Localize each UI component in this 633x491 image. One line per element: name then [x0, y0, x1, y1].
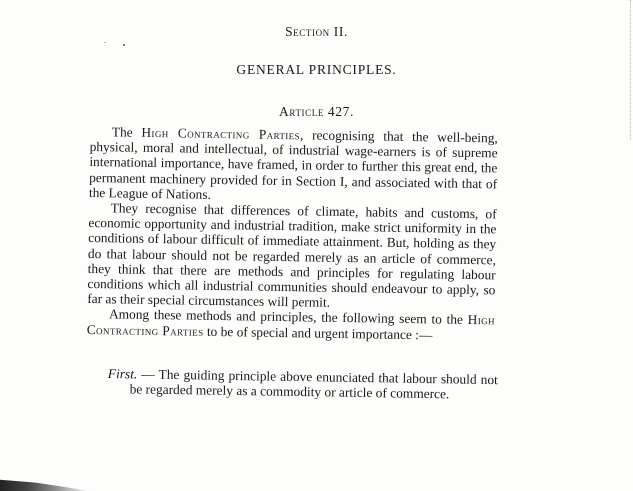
scan-speck — [123, 44, 125, 46]
section-heading: Section II. — [285, 24, 348, 39]
first-principle-label: First. — [107, 366, 138, 382]
paragraph-3 — [87, 306, 495, 343]
scan-corner-smudge — [0, 477, 90, 491]
paragraph-1-start: The — [111, 124, 142, 140]
paragraph-1 — [89, 124, 498, 206]
first-principle — [108, 366, 498, 403]
first-principle-body: — The guiding principle above enunciated that labour should not be regarded merely as a commodity or article of commerce. — [129, 366, 498, 402]
paragraph-2: They recognise that differences of climate, habits and customs, of economic opportunity and industrial tradition, make strict uniformity in the conditions of labour difficult of immediate attainment. But, holding as they do that labour should not be regarded merely as an article of commerce, they think that there are methods and principles for regulating labour conditions which all industrial communities should endeavour to apply, so far as their special circumstances will permit. — [87, 200, 497, 311]
paragraph-3-start: Among these methods and principles, the following seem to the — [108, 306, 468, 328]
high-contracting-parties-term: High Contracting Parties — [86, 312, 496, 339]
high-contracting-parties-term: High Contracting Parties — [141, 124, 301, 143]
article-heading: Article 427. — [279, 104, 354, 119]
first-principle-text — [108, 366, 498, 403]
paragraph-3-rest: to be of special and urgent importance :— — [203, 323, 433, 343]
paragraph-1-rest: , recognising that the well-being, physical, moral and intellectual, of industrial wage-earners is of supreme international importance, have framed, in order to further this great end, the permanent machinery provided for in Section I, and associated with that of the League of Nations. — [88, 127, 498, 202]
general-principles-heading: GENERAL PRINCIPLES. — [236, 62, 397, 77]
article-body — [87, 124, 498, 343]
scan-edge-artifact — [626, 0, 631, 140]
scan-speck — [104, 42, 106, 43]
